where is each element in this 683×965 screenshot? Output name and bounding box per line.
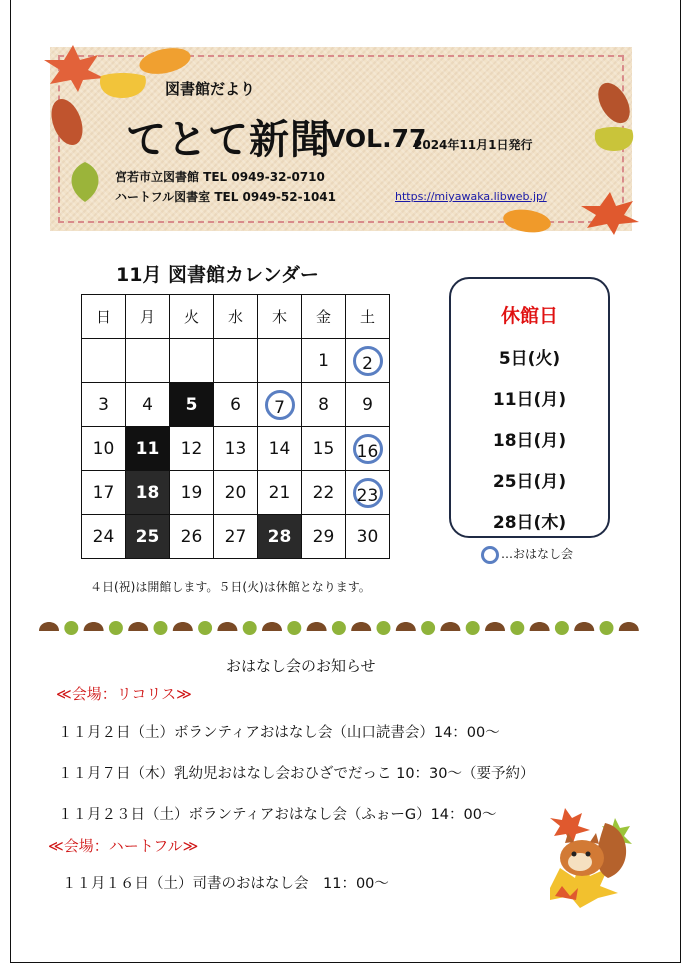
closed-days-title: 休館日: [500, 305, 558, 327]
closed-day-cell: 28: [258, 515, 302, 559]
day-cell: [170, 339, 214, 383]
weekday-cell: 水: [214, 295, 258, 339]
closed-day-cell: 18: [126, 471, 170, 515]
storytime-legend: [481, 545, 573, 564]
maple-leaf-right-icon: [575, 188, 645, 238]
brown-leaf-right-icon: [592, 78, 637, 128]
contact-heartful: ハートフル図書室 TEL 0949-52-1041: [115, 190, 337, 204]
legend-label: …おはなし会: [501, 547, 574, 561]
chestnut-icon: [530, 622, 550, 631]
chestnut-burr-icon: [510, 621, 524, 635]
ginkgo-leaf-right-icon: [590, 125, 638, 167]
day-cell: 10: [82, 427, 126, 471]
storytime-day-cell: 7: [258, 383, 302, 427]
chestnut-burr-icon: [154, 621, 168, 635]
day-cell: 13: [214, 427, 258, 471]
chestnut-icon: [307, 622, 327, 631]
venue-heading-licoris: ≪会場：リコリス≫: [56, 685, 192, 703]
day-cell: 29: [302, 515, 346, 559]
volume-number: VOL.77: [326, 124, 427, 153]
day-cell: 19: [170, 471, 214, 515]
storytime-day-cell: 23: [346, 471, 390, 515]
calendar-title: 11月 図書館カレンダー: [116, 264, 319, 286]
storytime-section-title: おはなし会のお知らせ: [226, 657, 376, 675]
contact-main-library: 宮若市立図書館 TEL 0949-32-0710: [115, 170, 325, 184]
week-row: [82, 427, 390, 471]
closed-day-item: 28日(木): [492, 513, 567, 533]
event-item: １１月７日（木）乳幼児おはなし会おひざでだっこ 10：30～（要予約）: [58, 766, 535, 782]
chestnut-icon: [84, 622, 104, 631]
closed-day-cell: 5: [170, 383, 214, 427]
day-cell: 14: [258, 427, 302, 471]
weekday-cell: 月: [126, 295, 170, 339]
weekday-cell: 土: [346, 295, 390, 339]
week-row: [82, 383, 390, 427]
day-cell: 3: [82, 383, 126, 427]
storytime-day-cell: 16: [346, 427, 390, 471]
weekday-cell: 金: [302, 295, 346, 339]
day-cell: 22: [302, 471, 346, 515]
day-cell: 27: [214, 515, 258, 559]
squirrel-illustration: [520, 788, 645, 913]
chestnut-burr-icon: [287, 621, 301, 635]
storytime-day-cell: 2: [346, 339, 390, 383]
day-cell: 21: [258, 471, 302, 515]
closed-day-cell: 25: [126, 515, 170, 559]
day-cell: [214, 339, 258, 383]
chestnut-burr-icon: [198, 621, 212, 635]
chestnut-burr-icon: [555, 621, 569, 635]
weekday-cell: 木: [258, 295, 302, 339]
closed-day-item: 18日(月): [492, 431, 567, 451]
chestnut-burr-icon: [64, 621, 78, 635]
chestnut-icon: [262, 622, 282, 631]
weekday-header-row: [82, 295, 390, 339]
closed-day-item: 5日(火): [498, 349, 561, 369]
day-cell: [82, 339, 126, 383]
week-row: [82, 339, 390, 383]
day-cell: 6: [214, 383, 258, 427]
weekday-cell: 火: [170, 295, 214, 339]
chestnut-burr-icon: [243, 621, 257, 635]
chestnut-burr-icon: [466, 621, 480, 635]
chestnut-icon: [351, 622, 371, 631]
chestnut-icon: [485, 622, 505, 631]
newsletter-title: てとて新聞: [126, 117, 331, 163]
weekday-cell: 日: [82, 295, 126, 339]
newsletter-subtitle: 図書館だより: [165, 80, 256, 98]
week-row: [82, 515, 390, 559]
closed-day-cell: 11: [126, 427, 170, 471]
chestnut-burr-icon: [377, 621, 391, 635]
chestnut-burr-icon: [421, 621, 435, 635]
week-row: [82, 471, 390, 515]
green-leaf-icon: [65, 160, 105, 205]
day-cell: 9: [346, 383, 390, 427]
chestnut-icon: [217, 622, 237, 631]
event-item: １１月２３日（土）ボランティアおはなし会（ふぉーG）14：00～: [58, 807, 497, 823]
orange-leaf-bottom-icon: [500, 205, 555, 237]
day-cell: 20: [214, 471, 258, 515]
venue-heading-heartful: ≪会場：ハートフル≫: [48, 837, 199, 855]
chestnut-burr-icon: [600, 621, 614, 635]
closed-day-item: 25日(月): [492, 472, 567, 492]
day-cell: 1: [302, 339, 346, 383]
orange-leaf-icon: [135, 44, 195, 79]
chestnut-icon: [39, 622, 59, 631]
chestnut-icon: [173, 622, 193, 631]
closed-day-item: 11日(月): [492, 390, 567, 410]
day-cell: 8: [302, 383, 346, 427]
day-cell: 30: [346, 515, 390, 559]
day-cell: [126, 339, 170, 383]
chestnut-divider: [38, 617, 642, 639]
closed-days-box: [449, 277, 610, 538]
library-url-link[interactable]: https://miyawaka.libweb.jp/: [395, 190, 547, 203]
circle-marker-icon: [481, 546, 499, 564]
day-cell: [258, 339, 302, 383]
day-cell: 15: [302, 427, 346, 471]
chestnut-icon: [128, 622, 148, 631]
chestnut-icon: [396, 622, 416, 631]
day-cell: 17: [82, 471, 126, 515]
chestnut-burr-icon: [109, 621, 123, 635]
chestnut-icon: [619, 622, 639, 631]
chestnut-icon: [440, 622, 460, 631]
event-item: １１月１６日（土）司書のおはなし会 11：00～: [62, 876, 389, 892]
brown-leaf-icon: [45, 95, 90, 150]
chestnut-icon: [574, 622, 594, 631]
chestnut-burr-icon: [332, 621, 346, 635]
calendar-note: ４日(祝)は開館します。５日(火)は休館となります。: [90, 580, 371, 594]
issue-date: 2024年11月1日発行: [414, 138, 533, 152]
calendar-table: [81, 294, 390, 559]
day-cell: 4: [126, 383, 170, 427]
day-cell: 24: [82, 515, 126, 559]
day-cell: 26: [170, 515, 214, 559]
day-cell: 12: [170, 427, 214, 471]
event-item: １１月２日（土）ボランティアおはなし会（山口読書会）14：00～: [58, 725, 500, 741]
